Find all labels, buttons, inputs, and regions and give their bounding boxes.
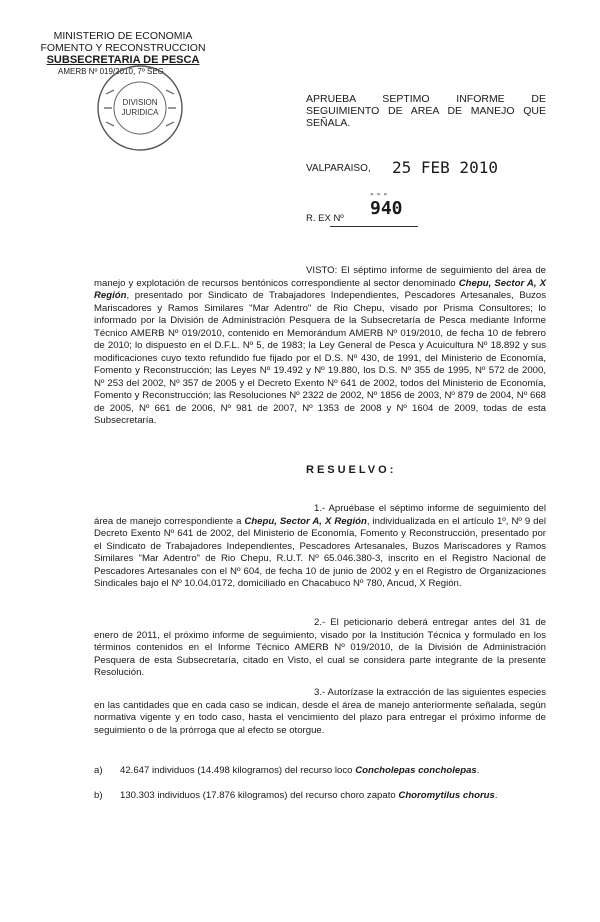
- article-1: [94, 503, 546, 591]
- resuelvo-heading: RESUELVO:: [306, 464, 397, 476]
- resolution-number: 940: [370, 198, 403, 219]
- header-line-3: SUBSECRETARIA DE PESCA: [46, 54, 200, 66]
- resolution-underline: [330, 226, 418, 227]
- header-line-1: MINISTERIO DE ECONOMIA: [53, 30, 193, 42]
- document-title: APRUEBA SEPTIMO INFORME DE SEGUIMIENTO DE AREA DE MANEJO QUE SEÑALA.: [306, 93, 546, 129]
- item-a-label: a): [94, 765, 103, 776]
- resolution-dash: - - -: [370, 188, 388, 200]
- visto-lead: VISTO:: [306, 265, 338, 276]
- species-item-b: [94, 790, 546, 803]
- resolution-label: R. EX Nº: [306, 213, 344, 224]
- species-item-a: [94, 765, 546, 778]
- article-1-text-2: , individualizada en el artículo 1º, Nº 9 del Decreto Exento Nº 641 de 2002, del Ministerio de Economía, Fomento y Reconstrucción, presentado por el Sindicato de Trabajadores Independientes, Pescadores Artesanales, Buzos Mariscadores y Ramos Similares "Mar Adentro" de Rio Chepu, R.U.T. Nº 65.046.380-3, inscrito en el Registro Nacional de Pescadores Artesanales con el Nº 604, de fecha 10 de junio de 2002 y en el Registro de Organizaciones Sindicales bajo el Nº 10.04.0172, domiciliado en Chacabuco Nº 780, Ancud, X Región.: [94, 515, 546, 589]
- item-b-body: [120, 790, 544, 803]
- visto-text-2: , presentado por Sindicato de Trabajadores Independientes, Pescadores Artesanales, Buzos Mariscadores y Ramos Similares "Mar Adentro" de Rio Chepu, visado por Prisma Consultores; lo informado por la División de Administración Pesquera de la Subsecretaría de Pesca mediante Informe Técnico AMERB Nº 019/2010, contenido en Memorándum AMERB Nº 019/2010, de fecha 10 de febrero de 2010; lo dispuesto en el D.F.L. Nº 5, de 1983; la Ley General de Pesca y Acuicultura Nº 18.892 y sus modificaciones cuyo texto refundido fue fijado por el D.S. Nº 430, de 1991, del Ministerio de Economía, Fomento y Reconstrucción; las Leyes Nº 19.492 y Nº 19.880, los D.S. Nº 355 de 1995, Nº 572 de 2000, Nº 253 del 2002, Nº 357 de 2005 y el Decreto Exento Nº 641 de 2002, todos del Ministerio de Economía, Fomento y Reconstrucción; las Resoluciones Nº 2322 de 2002, Nº 1856 de 2003, Nº 879 de 2004, Nº 668 de 2005, Nº 661 de 2006, Nº 981 de 2007, Nº 1353 de 2008 y Nº 1604 de 2009, todas de esta Subsecretaría.: [94, 290, 546, 426]
- seal-text-2: JURIDICA: [121, 108, 159, 117]
- item-b-species: Choromytilus chorus: [398, 790, 495, 801]
- date-city: VALPARAISO,: [306, 163, 371, 174]
- item-b-end: .: [494, 790, 498, 801]
- item-a-text: 42.647 individuos (14.498 kilogramos) del recurso loco: [120, 765, 356, 776]
- division-juridica-seal: [96, 64, 184, 152]
- item-b-label: b): [94, 790, 103, 801]
- article-3: 3.- Autorízase la extracción de las siguientes especies en las cantidades que en cada caso se indican, desde el área de manejo anteriormente señalada, según normativa vigente y en todo caso, hasta el vencimiento del plazo para entregar el próximo informe de seguimiento o de la prórroga que al efecto se otorgue.: [94, 687, 546, 736]
- visto-sector: Chepu, Sector A, X Región: [94, 277, 546, 301]
- article-1-text-1: 1.- Apruébase el séptimo informe de seguimiento del área de manejo correspondiente a: [94, 503, 546, 527]
- item-a-end: .: [476, 765, 480, 776]
- header-line-2: FOMENTO Y RECONSTRUCCION: [40, 42, 206, 54]
- header-line-4: AMERB Nº 019/2010, 7º SEG: [58, 67, 164, 76]
- article-2: 2.- El peticionario deberá entregar antes del 31 de enero de 2011, el próximo informe de seguimiento, visado por la Institución Técnica y formulado en los términos contenidos en el Informe Técnico AMERB Nº 019/2010, de la División de Administración Pesquera de esta Subsecretaría, citado en Visto, el cual se considera parte integrante de la presente Resolución.: [94, 617, 546, 678]
- visto-text-1: El séptimo informe de seguimiento del área de manejo y explotación de recursos bentónicos correspondiente al sector denominado: [94, 265, 546, 289]
- item-a-species: Concholepas concholepas: [355, 765, 477, 776]
- seal-text-1: DIVISION: [122, 98, 158, 107]
- item-b-text: 130.303 individuos (17.876 kilogramos) del recurso choro zapato: [120, 790, 399, 801]
- visto-paragraph: [94, 265, 546, 428]
- date-stamp: 25 FEB 2010: [392, 158, 498, 177]
- article-1-sector: Chepu, Sector A, X Región: [244, 515, 367, 527]
